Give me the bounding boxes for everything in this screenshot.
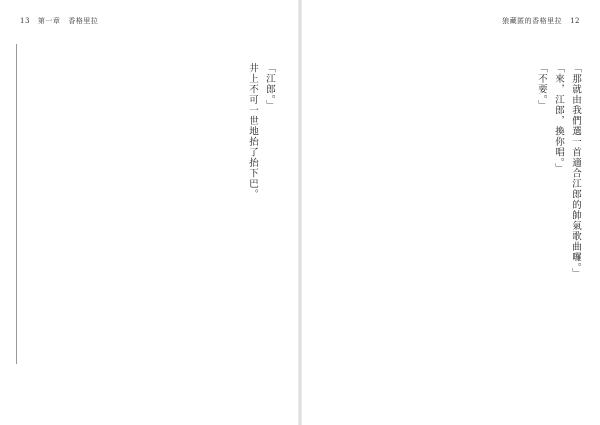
paragraph: 「江郎。」	[264, 63, 275, 111]
left-running-head	[20, 16, 98, 26]
paragraph: 「來，江郎，換你唱。」	[553, 63, 564, 174]
paragraph: 「不要。」	[536, 63, 547, 111]
right-running-title: 狼藏匿的香格里拉	[502, 17, 563, 25]
paragraph: 井上不可一世地抬了抬下巴。	[247, 63, 258, 200]
right-page-number: 12	[570, 17, 580, 25]
footnote	[16, 44, 20, 364]
paragraph: 「那就由我們選一首適合江郎的帥氣歌曲囉。」	[570, 63, 581, 279]
chapter-title: 香格里拉	[68, 17, 99, 25]
chapter-label: 第一章	[37, 17, 61, 25]
right-running-head	[502, 16, 580, 26]
right-page	[300, 0, 600, 425]
left-page-number: 13	[20, 17, 30, 25]
right-body-text	[316, 44, 584, 384]
left-body-text	[40, 44, 278, 384]
